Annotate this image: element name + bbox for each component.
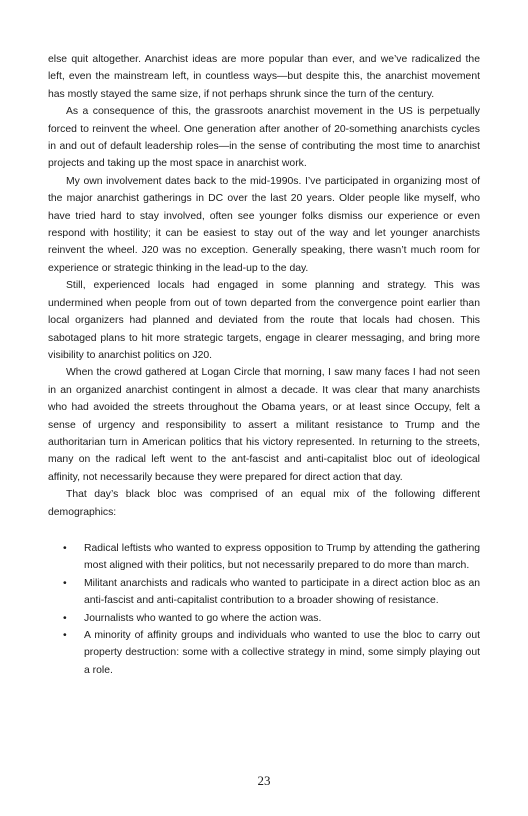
paragraph-own-involvement: My own involvement dates back to the mid-1990s. I’ve participated in organizing most of the major anarchist gatherings in DC over the last 20 years. Older people like myself, who have tried hard to stay involved, often see younger folks dismiss our experience or even respond with hostility; it can be easiest to stay out of the way and let younger anarchists reinvent the wheel. J20 was no exception. Generally speaking, there wasn’t much room for experience or strategic thinking in the lead-up to the day. <box>48 175 480 274</box>
bullet-icon: • <box>63 612 67 624</box>
bullet-icon: • <box>63 542 67 554</box>
list-item-text: Militant anarchists and radicals who wanted to participate in a direct action bloc as an anti-fascist and anti-capitalist contribution to a broader showing of resistance. <box>84 577 480 607</box>
paragraph-logan-circle: When the crowd gathered at Logan Circle that morning, I saw many faces I had not seen in an organized anarchist contingent in almost a decade. It was clear that many anarchists who had avoided the streets throughout the Obama years, or at least since Occupy, felt a sense of urgency and responsibility to assert a militant resistance to Trump and the authoritarian turn in American politics that his victory represented. In returning to the streets, many on the radical left went to the ant-fascist and anti-capitalist bloc out of ideological affinity, not necessarily because they were prepared for direct action that day. <box>48 367 480 483</box>
list-item <box>48 540 480 575</box>
paragraph-continuation: else quit altogether. Anarchist ideas are more popular than ever, and we’ve radicalized the left, even the mainstream left, in countless ways—but despite this, the anarchist movement has mostly stayed the same size, if not perhaps shrunk since the turn of the century. <box>48 54 480 100</box>
list-item-text: Radical leftists who wanted to express opposition to Trump by attending the gathering most aligned with their politics, but not necessarily prepared to do more than march. <box>84 542 480 572</box>
demographics-list <box>48 540 480 679</box>
bullet-icon: • <box>63 630 67 641</box>
list-item <box>48 610 480 627</box>
list-item-text: Journalists who wanted to go where the action was. <box>84 612 322 624</box>
paragraph-reinvent-wheel: As a consequence of this, the grassroots anarchist movement in the US is perpetually forced to reinvent the wheel. One generation after another of 20-something anarchists cycles in and out of default leadership roles—in the sense of contributing the most time to anarchist projects and taking up the most space in anarchist work. <box>48 106 480 170</box>
page-number: 23 <box>257 773 271 788</box>
paragraph-bloc-demographics: That day’s black bloc was comprised of an equal mix of the following different demographics: <box>48 489 480 518</box>
page-body <box>48 51 480 679</box>
list-item-text: A minority of affinity groups and individuals who wanted to use the bloc to carry out property destruction: some with a collective strategy in mind, some simply playing out a role. <box>84 630 480 676</box>
paragraph-local-planning: Still, experienced locals had engaged in some planning and strategy. This was undermined when people from out of town departed from the convergence point earlier than local organizers had planned and deviated from the route that locals had chosen. This sabotaged plans to hit more strategic targets, engage in clearer messaging, and bring more visibility to anarchist politics on J20. <box>48 280 480 361</box>
list-item <box>48 627 480 679</box>
list-item <box>48 575 480 610</box>
bullet-icon: • <box>63 577 67 589</box>
